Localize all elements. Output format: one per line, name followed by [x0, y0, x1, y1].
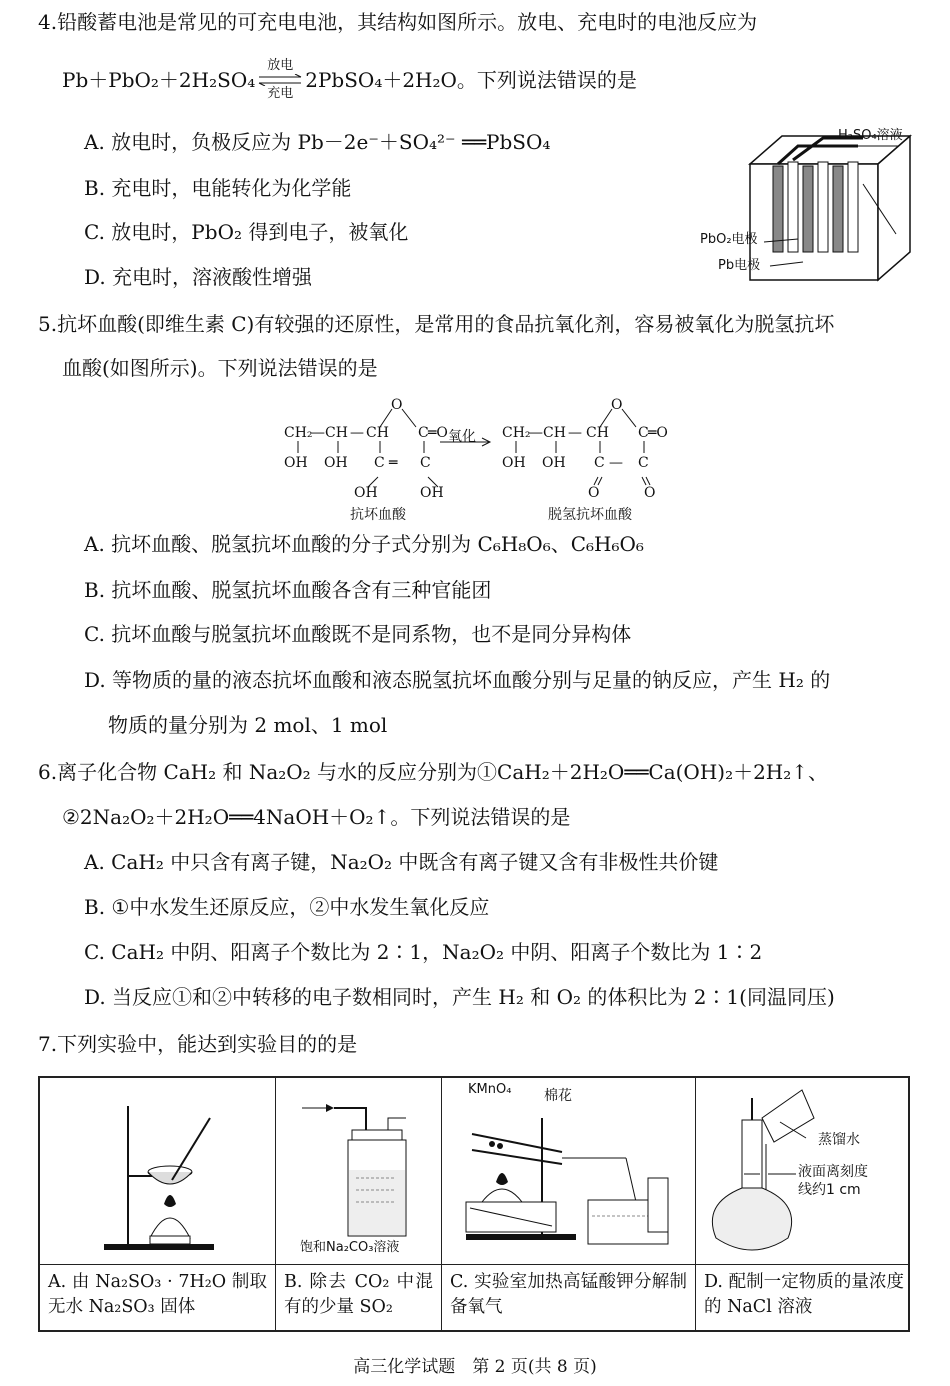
c-right-keto-1: C	[594, 455, 605, 471]
bond-2: —	[350, 425, 364, 441]
q4-option-d: D. 充电时，溶液酸性增强	[84, 265, 313, 289]
q7-cell-d	[696, 1078, 912, 1330]
c-left-carbonyl: C	[418, 425, 429, 441]
label-level-line2: 线约1 cm	[798, 1182, 861, 1198]
double-arrow-icon	[257, 74, 303, 86]
co-right: ═O	[648, 425, 668, 441]
ch2-left: CH₂	[284, 425, 313, 441]
q4-reversible-arrow	[257, 60, 303, 100]
q7-experiment-table	[38, 1076, 910, 1332]
co-left: ═O	[428, 425, 448, 441]
c-left-enol-2: C	[420, 455, 431, 471]
ch-right-1: CH	[543, 425, 566, 441]
ch2-right: CH₂	[502, 425, 531, 441]
q6-stem-line2: ②2Na₂O₂＋2H₂O══4NaOH＋O₂↑。下列说法错误的是	[62, 805, 571, 829]
label-cotton: 棉花	[544, 1088, 572, 1104]
q7-caption-d: D. 配制一定物质的量浓度的 NaCl 溶液	[704, 1272, 904, 1317]
page-footer: 高三化学试题 第 2 页(共 8 页)	[353, 1357, 597, 1377]
q6-stem-line1: 6.离子化合物 CaH₂ 和 Na₂O₂ 与水的反应分别为①CaH₂＋2H₂O══Ca(OH)₂＋2H₂↑、	[38, 760, 829, 784]
q6-option-a: A. CaH₂ 中只含有离子键，Na₂O₂ 中既含有离子键又含有非极性共价键	[84, 850, 719, 874]
q5-stem-line2: 血酸(如图所示)。下列说法错误的是	[62, 356, 378, 380]
oh-left-4: OH	[420, 485, 444, 501]
label-na2co3-solution: 饱和Na₂CO₃溶液	[300, 1240, 400, 1255]
q6-option-b: B. ①中水发生还原反应，②中水发生氧化反应	[84, 895, 490, 919]
oh-left-1: OH	[284, 455, 308, 471]
q7-caption-a: A. 由 Na₂SO₃ · 7H₂O 制取无水 Na₂SO₃ 固体	[48, 1272, 267, 1317]
q4-eq-right: 2PbSO₄＋2H₂O。下列说法错误的是	[305, 68, 637, 92]
q4-stem: 4.铅酸蓄电池是常见的可充电电池，其结构如图所示。放电、充电时的电池反应为	[38, 10, 758, 34]
q7-caption-b: B. 除去 CO₂ 中混有的少量 SO₂	[284, 1272, 433, 1317]
q4-arrow-top: 放电	[267, 58, 294, 73]
q7-cell-a	[40, 1078, 276, 1330]
gas-washing-bottle-diagram	[276, 1078, 442, 1264]
q4-option-a: A. 放电时，负极反应为 Pb－2e⁻＋SO₄²⁻ ══PbSO₄	[84, 130, 551, 154]
q5-option-b: B. 抗坏血酸、脱氢抗坏血酸各含有三种官能团	[84, 578, 492, 602]
q5-option-c: C. 抗坏血酸与脱氢抗坏血酸既不是同系物，也不是同分异构体	[84, 622, 632, 646]
q7-stem: 7.下列实验中，能达到实验目的的是	[38, 1032, 358, 1056]
bond-3: —	[529, 425, 543, 441]
q5-option-a: A. 抗坏血酸、脱氢抗坏血酸的分子式分别为 C₆H₈O₆、C₆H₆O₆	[84, 532, 644, 556]
label-pb-electrode: Pb电极	[718, 258, 761, 273]
q5-option-d-line2: 物质的量分别为 2 mol、1 mol	[108, 713, 388, 737]
ascorbic-acid-figure	[270, 395, 690, 527]
q4-option-b: B. 充电时，电能转化为化学能	[84, 176, 352, 200]
bond-1: —	[311, 425, 325, 441]
name-ascorbic-acid: 抗坏血酸	[350, 507, 406, 523]
q6-option-d: D. 当反应①和②中转移的电子数相同时，产生 H₂ 和 O₂ 的体积比为 2∶1(同温同压)	[84, 985, 835, 1009]
q7-caption-c: C. 实验室加热高锰酸钾分解制备氧气	[450, 1272, 687, 1317]
ch-right-2: CH	[586, 425, 609, 441]
q4-option-c: C. 放电时，PbO₂ 得到电子，被氧化	[84, 220, 409, 244]
ring-o-left: O	[391, 397, 403, 413]
cc-double-bond: ═	[389, 455, 398, 471]
q5-stem-line1: 5.抗坏血酸(即维生素 C)有较强的还原性，是常用的食品抗氧化剂，容易被氧化为脱氢抗坏	[38, 312, 835, 336]
ch-left-2: CH	[366, 425, 389, 441]
ring-o-right: O	[611, 397, 623, 413]
q7-cell-b	[276, 1078, 442, 1330]
label-level-line1: 液面离刻度	[798, 1164, 868, 1180]
label-h2so4: H₂SO₄溶液	[838, 128, 903, 143]
oh-left-3: OH	[354, 485, 378, 501]
q4-equation	[62, 60, 637, 100]
battery-figure	[698, 124, 918, 294]
evaporation-apparatus-diagram	[40, 1078, 276, 1264]
oh-right-1: OH	[502, 455, 526, 471]
label-distilled-water: 蒸馏水	[818, 1132, 860, 1148]
o-right-keto-2: O	[644, 485, 656, 501]
c-left-enol-1: C	[374, 455, 385, 471]
oxygen-preparation-diagram	[442, 1078, 696, 1264]
q7-cell-c	[442, 1078, 696, 1330]
oxidation-label: 氧化	[448, 429, 476, 445]
bond-5: —	[609, 455, 623, 471]
oh-right-2: OH	[542, 455, 566, 471]
oh-left-2: OH	[324, 455, 348, 471]
ch-left-1: CH	[325, 425, 348, 441]
q6-option-c: C. CaH₂ 中阴、阳离子个数比为 2∶1，Na₂O₂ 中阴、阳离子个数比为 1∶2	[84, 940, 763, 964]
q5-option-d-line1: D. 等物质的量的液态抗坏血酸和液态脱氢抗坏血酸分别与足量的钠反应，产生 H₂ 的	[84, 668, 831, 692]
o-right-keto-1: O	[588, 485, 600, 501]
label-pbo2-electrode: PbO₂电极	[700, 232, 758, 247]
name-dehydroascorbic-acid: 脱氢抗坏血酸	[548, 507, 632, 523]
c-right-keto-2: C	[638, 455, 649, 471]
c-right-carbonyl: C	[638, 425, 649, 441]
label-kmno4: KMnO₄	[468, 1082, 512, 1097]
q4-eq-left: Pb＋PbO₂＋2H₂SO₄	[62, 68, 256, 92]
bond-4: —	[568, 425, 582, 441]
q4-arrow-bottom: 充电	[267, 86, 294, 102]
